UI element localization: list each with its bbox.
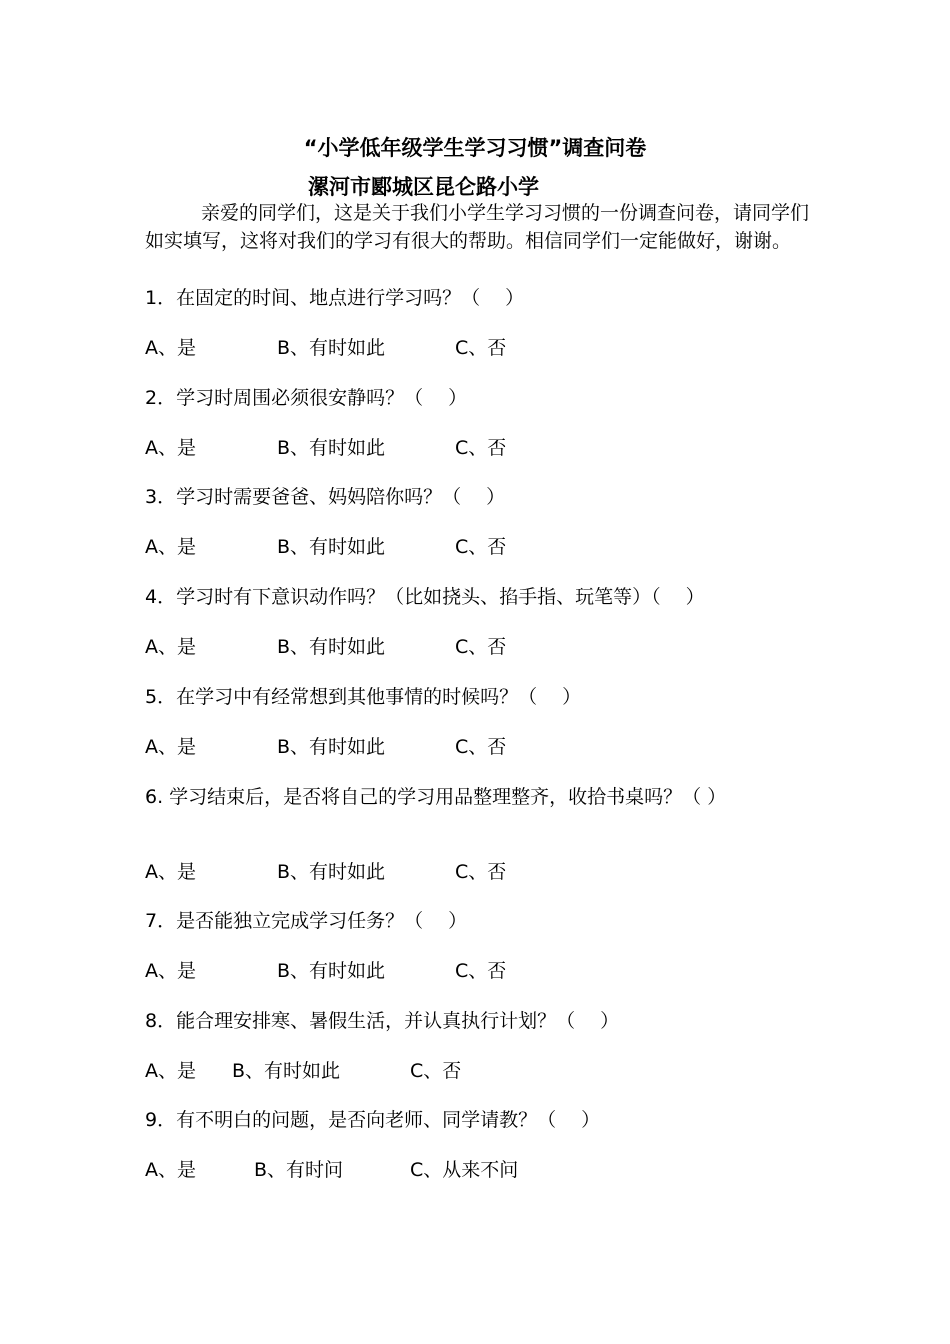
option-c: C、否: [455, 861, 507, 883]
question-9: 9．有不明白的问题，是否向老师、同学请教？（ ）: [145, 1109, 601, 1131]
question-3: 3．学习时需要爸爸、妈妈陪你吗？（ ）: [145, 486, 506, 508]
question-1-options: [145, 331, 845, 365]
question-6: 6. 学习结束后，是否将自己的学习用品整理整齐，收拾书桌吗？（ ）: [145, 786, 727, 808]
question-2-options: [145, 431, 845, 465]
option-c: C、否: [455, 536, 507, 558]
option-a: A、是: [145, 536, 196, 558]
question-6-options: [145, 855, 845, 889]
option-a: A、是: [145, 337, 196, 359]
intro-text: 亲爱的同学们，这是关于我们小学生学习习惯的一份调查问卷，请同学们如实填写，这将对我们的学习有很大的帮助。相信同学们一定能做好，谢谢。: [145, 202, 810, 252]
option-a: A、是: [145, 736, 196, 758]
question-7: 7．是否能独立完成学习任务？（ ）: [145, 910, 468, 932]
option-b: B、有时如此: [277, 437, 386, 459]
survey-title: “小学低年级学生学习习惯”调查问卷: [303, 136, 647, 160]
question-7-options: [145, 954, 845, 988]
option-a: A、是: [145, 1060, 196, 1082]
option-a: A、是: [145, 1159, 196, 1181]
option-b: B、有时如此: [277, 960, 386, 982]
option-b: B、有时如此: [277, 736, 386, 758]
question-4-options: [145, 630, 845, 664]
option-c: C、否: [455, 437, 507, 459]
option-c: C、从来不问: [410, 1159, 519, 1181]
question-4: 4．学习时有下意识动作吗？（比如挠头、掐手指、玩笔等）（ ）: [145, 586, 705, 608]
option-c: C、否: [455, 736, 507, 758]
question-8: 8．能合理安排寒、暑假生活，并认真执行计划？（ ）: [145, 1010, 620, 1032]
question-2: 2．学习时周围必须很安静吗？（ ）: [145, 387, 468, 409]
question-5: 5．在学习中有经常想到其他事情的时候吗？（ ）: [145, 686, 582, 708]
option-c: C、否: [455, 960, 507, 982]
question-3-options: [145, 530, 845, 564]
question-1: 1．在固定的时间、地点进行学习吗？（ ）: [145, 287, 525, 309]
option-b: B、有时如此: [277, 337, 386, 359]
question-9-options: [145, 1153, 845, 1187]
option-a: A、是: [145, 437, 196, 459]
question-5-options: [145, 730, 845, 764]
school-name: 漯河市郾城区昆仑路小学: [308, 175, 539, 199]
option-a: A、是: [145, 960, 196, 982]
option-b: B、有时如此: [232, 1060, 341, 1082]
option-a: A、是: [145, 861, 196, 883]
question-8-options: [145, 1054, 845, 1088]
option-c: C、否: [410, 1060, 462, 1082]
option-b: B、有时如此: [277, 536, 386, 558]
option-b: B、有时问: [254, 1159, 344, 1181]
intro-paragraph: [145, 199, 825, 255]
option-b: B、有时如此: [277, 861, 386, 883]
option-c: C、否: [455, 337, 507, 359]
option-a: A、是: [145, 636, 196, 658]
option-c: C、否: [455, 636, 507, 658]
option-b: B、有时如此: [277, 636, 386, 658]
